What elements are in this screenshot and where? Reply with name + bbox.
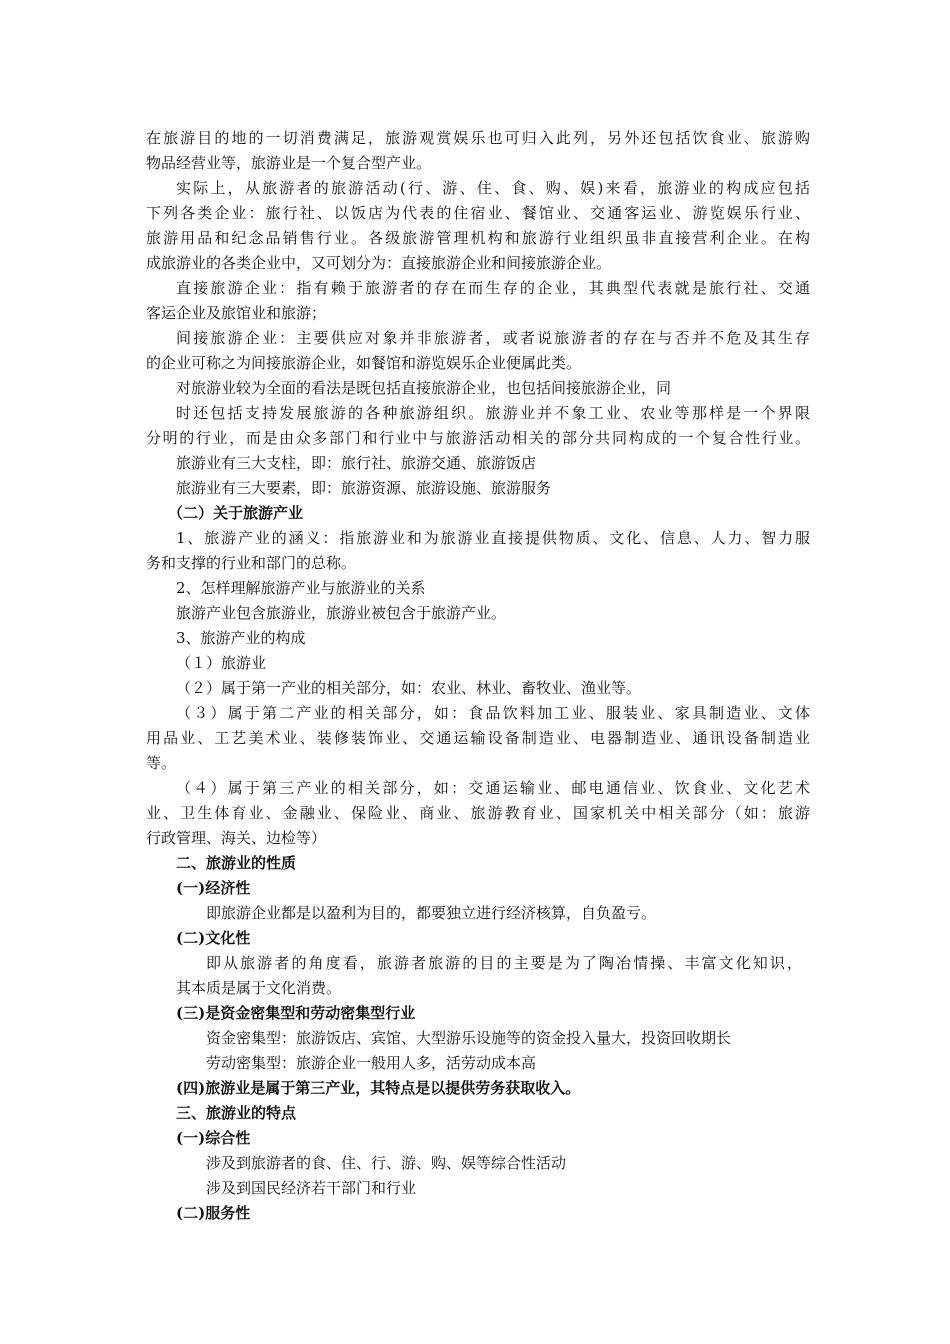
paragraph-line: 2、怎样理解旅游产业与旅游业的关系 bbox=[176, 579, 426, 597]
paragraph-line: 旅游产业包含旅游业，旅游业被包含于旅游产业。 bbox=[176, 604, 507, 622]
paragraph-line: 资金密集型：旅游饭店、宾馆、大型游乐设施等的资金投入量大，投资回收期长 bbox=[206, 1029, 732, 1047]
section-heading: （二）关于旅游产业 bbox=[168, 504, 304, 522]
section-heading: 二、旅游业的性质 bbox=[176, 854, 297, 872]
paragraph-line: 分明的行业，而是由众多部门和行业中与旅游活动相关的部分共同构成的一个复合性行业。 bbox=[146, 429, 810, 447]
paragraph-line: 3、旅游产业的构成 bbox=[176, 629, 306, 647]
paragraph-line: 行政管理、海关、边检等） bbox=[146, 829, 327, 847]
paragraph-line: 其本质是属于文化消费。 bbox=[176, 979, 342, 997]
paragraph-line: 旅游业有三大支柱，即：旅行社、旅游交通、旅游饭店 bbox=[176, 454, 537, 472]
paragraph-line: 即从旅游者的角度看，旅游者旅游的目的主要是为了陶冶情操、丰富文化知识， bbox=[206, 954, 802, 972]
paragraph-line: 物品经营业等，旅游业是一个复合型产业。 bbox=[146, 154, 432, 172]
paragraph-line: 间接旅游企业：主要供应对象并非旅游者，或者说旅游者的存在与否并不危及其生存 bbox=[176, 329, 810, 347]
paragraph-line: 涉及到旅游者的食、住、行、游、购、娱等综合性活动 bbox=[206, 1154, 567, 1172]
subsection-heading: (三)是资金密集型和劳动密集型行业 bbox=[176, 1004, 416, 1022]
paragraph-line: 1、旅游产业的涵义：指旅游业和为旅游业直接提供物质、文化、信息、人力、智力服 bbox=[176, 529, 810, 547]
paragraph-line: 客运企业及旅馆业和旅游； bbox=[146, 304, 327, 322]
list-item: （４）属于第三产业的相关部分，如：交通运输业、邮电通信业、饮食业、文化艺术 bbox=[176, 779, 810, 797]
list-item: （２）属于第一产业的相关部分，如：农业、林业、畜牧业、渔业等。 bbox=[176, 679, 642, 697]
subsection-heading: (四)旅游业是属于第三产业，其特点是以提供劳务获取收入。 bbox=[176, 1079, 581, 1097]
paragraph-line: 涉及到国民经济若干部门和行业 bbox=[206, 1179, 417, 1197]
paragraph-line: 劳动密集型：旅游企业一般用人多，活劳动成本高 bbox=[206, 1054, 537, 1072]
paragraph-line: 下列各类企业：旅行社、以饭店为代表的住宿业、餐馆业、交通客运业、游览娱乐行业、 bbox=[146, 204, 810, 222]
paragraph-line: 实际上，从旅游者的旅游活动(行、游、住、食、购、娱)来看，旅游业的构成应包括 bbox=[176, 179, 810, 197]
subsection-heading: (二)文化性 bbox=[176, 929, 251, 947]
paragraph-line: 务和支撑的行业和部门的总称。 bbox=[146, 554, 357, 572]
subsection-heading: (一)经济性 bbox=[176, 879, 251, 897]
paragraph-line: 在旅游目的地的一切消费满足，旅游观赏娱乐也可归入此列，另外还包括饮食业、旅游购 bbox=[146, 129, 810, 147]
subsection-heading: (一)综合性 bbox=[176, 1129, 251, 1147]
section-heading: 三、旅游业的特点 bbox=[176, 1104, 297, 1122]
paragraph-line: 对旅游业较为全面的看法是既包括直接旅游企业，也包括间接旅游企业，同 bbox=[176, 379, 672, 397]
paragraph-line: 业、卫生体育业、金融业、保险业、商业、旅游教育业、国家机关中相关部分（如：旅游 bbox=[146, 804, 810, 822]
paragraph-line: 的企业可称之为间接旅游企业，如餐馆和游览娱乐企业便属此类。 bbox=[146, 354, 582, 372]
paragraph-line: 直接旅游企业：指有赖于旅游者的存在而生存的企业，其典型代表就是旅行社、交通 bbox=[176, 279, 810, 297]
paragraph-line: 旅游用品和纪念品销售行业。各级旅游管理机构和旅游行业组织虽非直接营利企业。在构 bbox=[146, 229, 810, 247]
paragraph-line: 成旅游业的各类企业中，又可划分为：直接旅游企业和间接旅游企业。 bbox=[146, 254, 612, 272]
paragraph-line: 等。 bbox=[146, 754, 177, 772]
paragraph-line: 旅游业有三大要素，即：旅游资源、旅游设施、旅游服务 bbox=[176, 479, 552, 497]
list-item: （１）旅游业 bbox=[176, 654, 267, 672]
subsection-heading: (二)服务性 bbox=[176, 1204, 251, 1222]
paragraph-line: 用品业、工艺美术业、装修装饰业、交通运输设备制造业、电器制造业、通讯设备制造业 bbox=[146, 729, 810, 747]
paragraph-line: 时还包括支持发展旅游的各种旅游组织。旅游业并不象工业、农业等那样是一个界限 bbox=[176, 404, 810, 422]
paragraph-line: 即旅游企业都是以盈利为目的，都要独立进行经济核算，自负盈亏。 bbox=[206, 904, 657, 922]
list-item: （３）属于第二产业的相关部分，如：食品饮料加工业、服装业、家具制造业、文体 bbox=[176, 704, 810, 722]
